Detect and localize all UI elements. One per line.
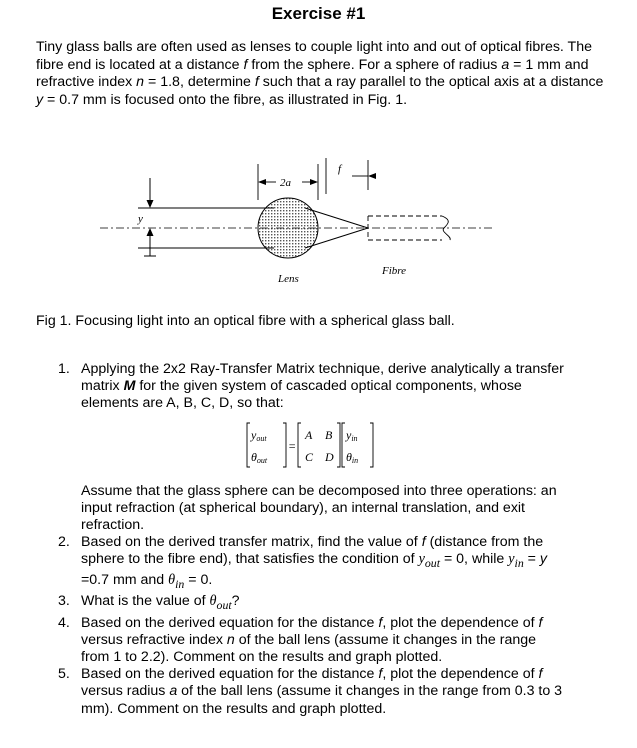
figure-ball-lens-diagram xyxy=(100,150,520,295)
var-a: a xyxy=(169,683,178,700)
var-f: f xyxy=(378,666,383,683)
var-f: f xyxy=(538,614,543,631)
var-n: n xyxy=(226,631,235,648)
task-text-part: for the given system of cascaded optical components, whose elements are A, B, C, D, so that: xyxy=(81,378,522,412)
var-f: f xyxy=(378,614,383,631)
equals-sign: = xyxy=(288,438,297,453)
arrowhead-2a-right xyxy=(310,179,318,185)
label-fibre: Fibre xyxy=(382,265,407,277)
matrix-equation xyxy=(81,413,568,483)
matrix-D: D xyxy=(325,449,334,464)
label-lens: Lens xyxy=(278,273,299,285)
task-text xyxy=(81,666,568,718)
intro-text: from the sphere. For a sphere of radius xyxy=(247,56,502,73)
arrowhead-f-right xyxy=(368,173,376,179)
matrix-equation-svg xyxy=(245,421,385,471)
task-text-part: ? xyxy=(231,593,240,610)
task-text-part: versus radius xyxy=(81,683,170,700)
intro-paragraph xyxy=(36,39,611,109)
task-text-part: versus refractive index xyxy=(81,631,227,648)
var-y: y xyxy=(36,91,44,108)
task-text xyxy=(81,361,568,413)
task-text-part: Based on the derived equation for the distance xyxy=(81,666,379,683)
var-f: f xyxy=(254,74,259,91)
bracket xyxy=(283,423,286,467)
task-item xyxy=(58,615,568,667)
task-item xyxy=(58,593,568,614)
arrowhead-2a-left xyxy=(258,179,266,185)
task-item xyxy=(58,534,568,593)
label-f: f xyxy=(338,163,342,175)
task-text-part: What is the value of xyxy=(81,593,210,610)
task-number: 4. xyxy=(58,614,70,631)
task-item xyxy=(58,361,568,534)
var-theta-in: $\theta_{in}$ xyxy=(168,572,185,592)
bracket xyxy=(298,423,301,467)
intro-text: = 1 mm and refractive index xyxy=(36,56,589,91)
intro-text: such that a ray parallel to the optical axis at a distance xyxy=(258,74,604,91)
matrix-C: C xyxy=(305,449,314,464)
bracket xyxy=(342,423,345,467)
var-y: y xyxy=(539,551,547,568)
task-number: 3. xyxy=(58,593,70,610)
matrix-B: B xyxy=(325,427,333,442)
task-text-part: = 0. xyxy=(184,572,213,589)
theta-out: θout xyxy=(251,449,268,465)
task-list xyxy=(58,361,568,718)
page-title: Exercise #1 xyxy=(271,4,366,23)
bracket xyxy=(337,423,340,467)
task-number: 1. xyxy=(58,361,70,377)
task-text-part: (distance from the sphere to the fibre end), that satisfies the condition of xyxy=(81,534,544,568)
var-f: f xyxy=(421,534,426,551)
task-number: 5. xyxy=(58,666,70,683)
task-text xyxy=(81,534,568,593)
task-text-part: Applying the 2x2 Ray-Transfer Matrix technique, derive analytically a transfer matrix xyxy=(81,361,564,395)
task-item xyxy=(58,666,568,718)
task-text-part: Based on the derived equation for the distance xyxy=(81,614,379,631)
y-arrowhead-bottom xyxy=(147,228,154,236)
intro-text: = 1.8, determine xyxy=(144,74,255,91)
intro-text: = 0.7 mm is focused onto the fibre, as illustrated in Fig. 1. xyxy=(43,91,408,108)
task-text-part: = 0, while xyxy=(440,551,509,568)
task-number: 2. xyxy=(58,534,70,551)
var-f: f xyxy=(538,666,543,683)
task-text-part: Based on the derived transfer matrix, find the value of xyxy=(81,534,422,551)
label-2a: 2a xyxy=(280,177,291,189)
var-y-in: $y_{in}$ xyxy=(508,551,524,571)
task-text-part: = xyxy=(523,551,540,568)
matrix-A: A xyxy=(305,427,313,442)
figure-caption: Fig 1. Focusing light into an optical fibre with a spherical glass ball. xyxy=(36,313,455,329)
y-arrowhead-top xyxy=(147,200,154,208)
var-a: a xyxy=(501,56,510,73)
var-y-out: $y_{out}$ xyxy=(418,551,440,571)
task-text xyxy=(81,615,568,667)
task-text-part: of the ball lens (assume it changes in the range from 0.3 to 3 mm). Comment on the results and graph plotted. xyxy=(81,683,563,717)
theta-in: θin xyxy=(346,449,359,465)
task-text-part: , plot the dependence of xyxy=(382,614,539,631)
label-y: y xyxy=(138,213,143,225)
var-M: M xyxy=(123,378,136,395)
task-text: Assume that the glass sphere can be decomposed into three operations: an input refraction (at spherical boundary), an internal translation, and exit refraction. xyxy=(81,482,557,534)
task-text-part: =0.7 mm and xyxy=(81,572,169,589)
bracket xyxy=(247,423,250,467)
bracket xyxy=(370,423,373,467)
intro-text: Tiny glass balls are often used as lenses to couple light into and out of optical fibres. The fibre end is located at a distance xyxy=(36,39,593,73)
task-text xyxy=(81,593,568,614)
var-n: n xyxy=(136,74,145,91)
task-text-part: , plot the dependence of xyxy=(382,666,539,683)
y-in: yin xyxy=(346,427,358,443)
task-text-part: of the ball lens (assume it changes in the range from 1 to 2.2). Comment on the results and graph plotted. xyxy=(81,631,537,665)
var-theta-out: $\theta_{out}$ xyxy=(209,593,232,613)
var-f: f xyxy=(243,56,248,73)
y-out: yout xyxy=(251,427,267,443)
